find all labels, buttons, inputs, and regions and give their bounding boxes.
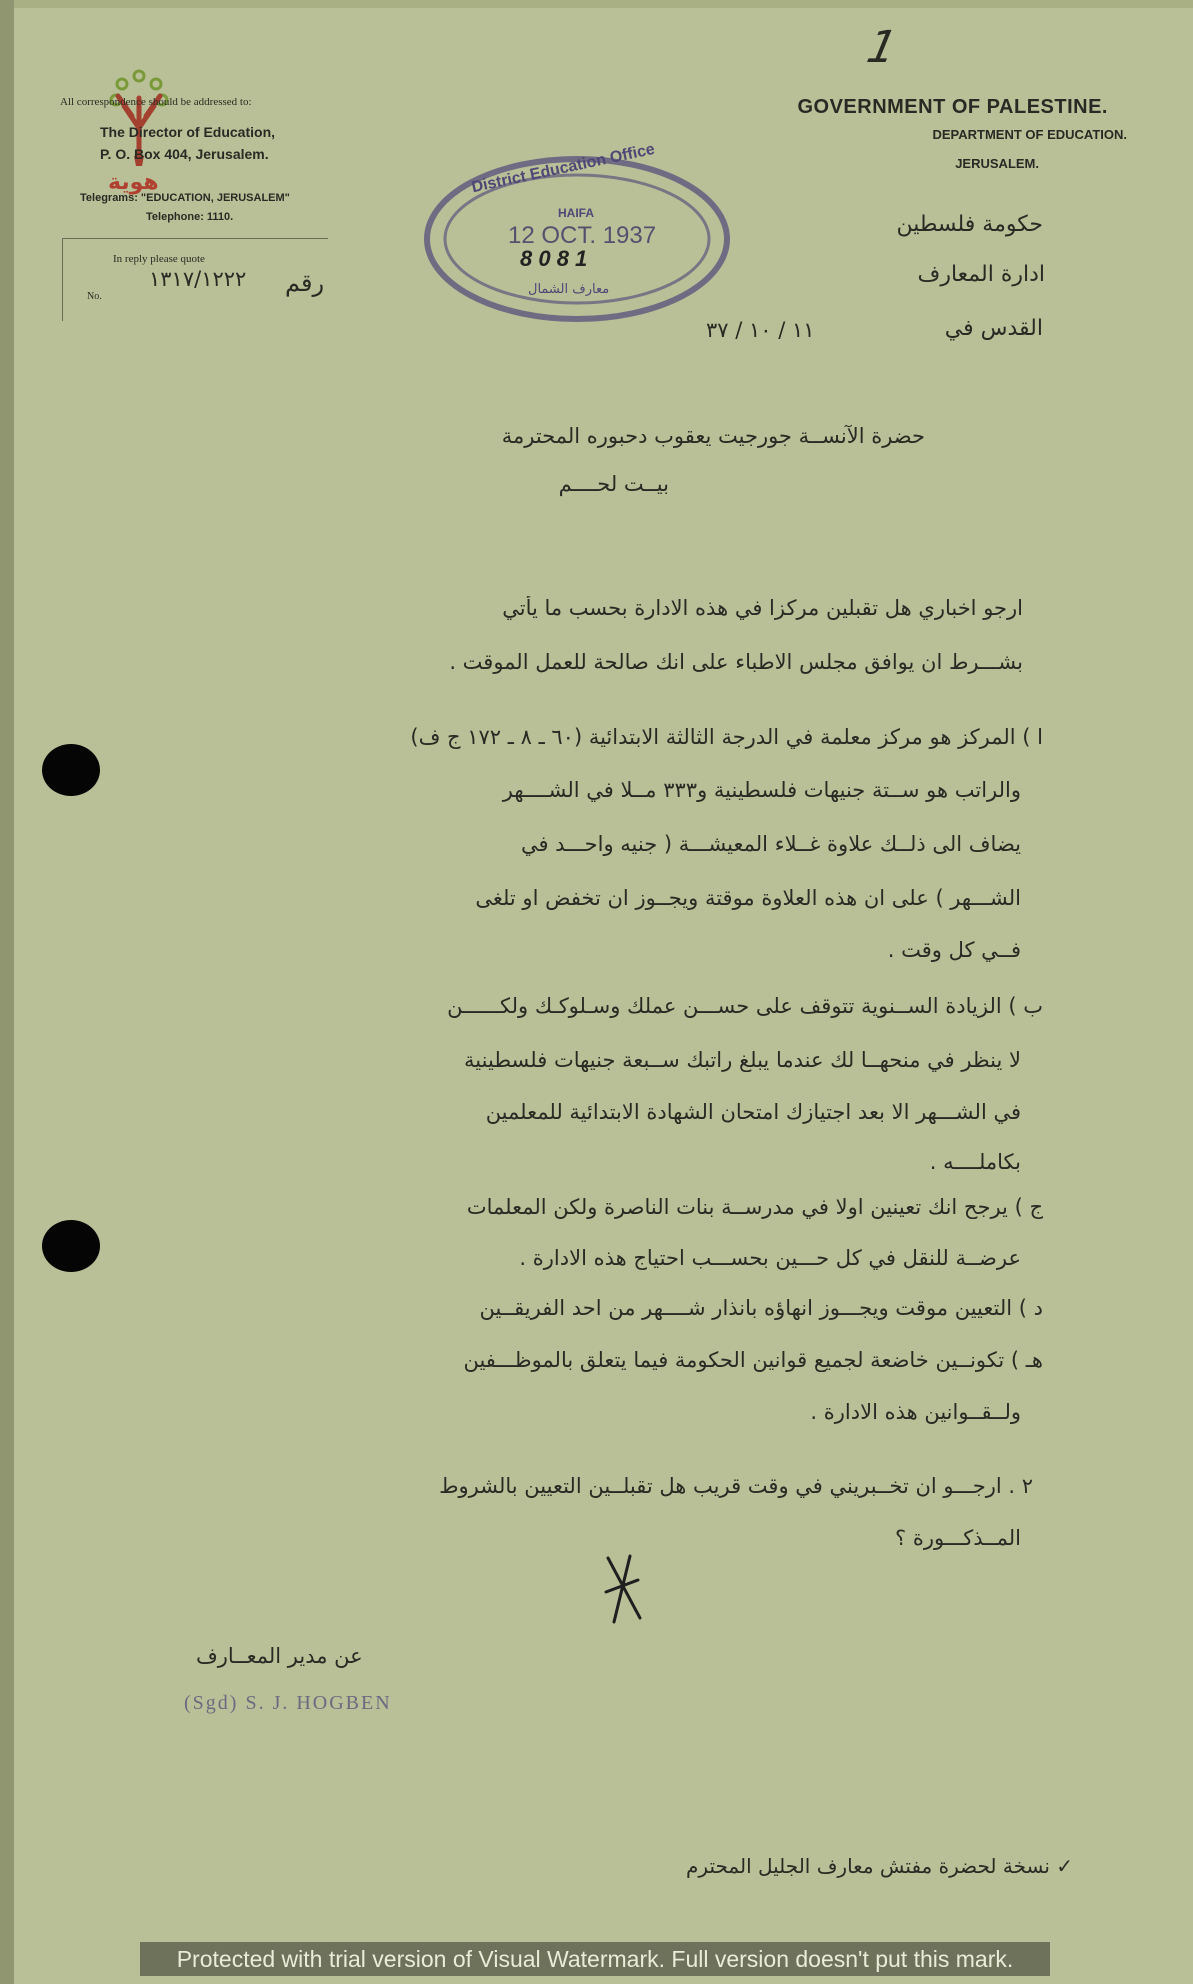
signature-english: (Sgd) S. J. HOGBEN [184,1692,392,1714]
watermark-footer: Protected with trial version of Visual Watermark. Full version doesn't put this mark. [140,1942,1050,1976]
item-b-line-2: لا ينظر في منحهــا لك عندما يبلغ راتبك ســبعة جنيهات فلسطينية [464,1048,1021,1072]
item-e-line-1: هـ ) تكونــين خاضعة لجميع قوانين الحكومة فيما يتعلق بالموظـــفين [463,1348,1043,1372]
addressee-city: بيــت لحــــم [558,472,669,496]
reply-reference-box [62,238,328,321]
letterhead-pobox: P. O. Box 404, Jerusalem. [100,146,269,162]
closing-line-2: المــذكـــورة ؟ [895,1526,1021,1550]
reply-ref-label: رقم [285,269,325,297]
stamp-bottom-text: معارف الشمال [528,282,610,297]
item-a-line-1: ا ) المركز هو مركز معلمة في الدرجة الثالثة الابتدائية (٦٠ ـ ٨ ـ ١٧٢ ج ف) [410,725,1043,749]
punch-hole-top [42,744,100,796]
ar-government: حكومة فلسطين [896,212,1043,237]
ar-date-value: ١١ / ١٠ / ٣٧ [706,318,815,342]
item-a-line-4: الشـــهر ) على ان هذه العلاوة موقتة ويجــوز ان تخفض او تلغى [475,886,1021,910]
stamp-date: 12 OCT. 1937 [508,222,657,249]
reply-ref-number: ١٣١٧/١٢٢٢ [149,267,247,291]
item-b-line-1: ب ) الزيادة الســنوية تتوقف على حســـن عملك وسـلوكـك ولكــــــن [447,994,1043,1018]
stamp-city: HAIFA [558,206,594,220]
signature-arabic: عن مدير المعــارف [196,1644,363,1668]
item-b-line-4: بكاملــــه . [929,1150,1021,1174]
letterhead-government: GOVERNMENT OF PALESTINE. [797,96,1108,118]
watermark-logo-text: هوية [108,170,159,195]
page-number: 1 [862,22,902,73]
item-c-line-2: عرضــة للنقل في كل حـــين بحســـب احتياج هذه الادارة . [519,1246,1021,1270]
page-edge-left [0,0,14,1984]
item-e-line-2: ولــقــوانين هذه الادارة . [810,1400,1021,1424]
stamp-number: 8 0 8 1 [520,246,588,271]
closing-line-1: ٢ . ارجـــو ان تخــبريني في وقت قريب هل تقبلــين التعيين بالشروط [439,1474,1033,1498]
handwritten-mark [600,1552,650,1626]
letterhead-telephone: Telephone: 1110. [146,211,234,223]
stamp-top-text: District Education Office [470,140,657,197]
item-a-line-2: والراتب هو ســتة جنيهات فلسطينية و٣٣٣ مــلا في الشــــهر [502,778,1021,802]
item-c-line-1: ج ) يرجح انك تعينين اولا في مدرســة بنات الناصرة ولكن المعلمات [466,1195,1043,1219]
ar-department: ادارة المعارف [917,262,1045,287]
page-edge-top [0,0,1193,8]
intro-line-2: بشـــرط ان يوافق مجلس الاطباء على انك صالحة للعمل الموقت . [449,650,1023,674]
letterhead-city: JERUSALEM. [955,156,1039,171]
letterhead-department: DEPARTMENT OF EDUCATION. [932,127,1127,142]
copy-note: ✓ نسخة لحضرة مفتش معارف الجليل المحترم [686,1854,1073,1878]
item-a-line-3: يضاف الى ذلــك علاوة غــلاء المعيشـــة ( جنيه واحـــد في [520,832,1021,856]
reply-quote-label: In reply please quote [113,253,205,265]
reply-no-label: No. [87,291,102,302]
ar-date-label: القدس في [944,316,1043,341]
letterhead-address-note: All correspondence should be addressed to: [60,96,252,108]
item-a-line-5: فــي كل وقت . [887,938,1021,962]
item-d-line-1: د ) التعيين موقت ويجـــوز انهاؤه بانذار شــــهر من احد الفريقــين [479,1296,1043,1320]
item-b-line-3: في الشـــهر الا بعد اجتيازك امتحان الشهادة الابتدائية للمعلمين [485,1100,1021,1124]
letterhead-director: The Director of Education, [100,124,276,140]
addressee-name: حضرة الآنســة جورجيت يعقوب دحبوره المحترمة [501,424,925,448]
intro-line-1: ارجو اخباري هل تقبلين مركزا في هذه الادارة بحسب ما يأتي [502,596,1023,620]
letterhead-telegrams: Telegrams: "EDUCATION, JERUSALEM" [80,192,290,204]
punch-hole-bottom [42,1220,100,1272]
